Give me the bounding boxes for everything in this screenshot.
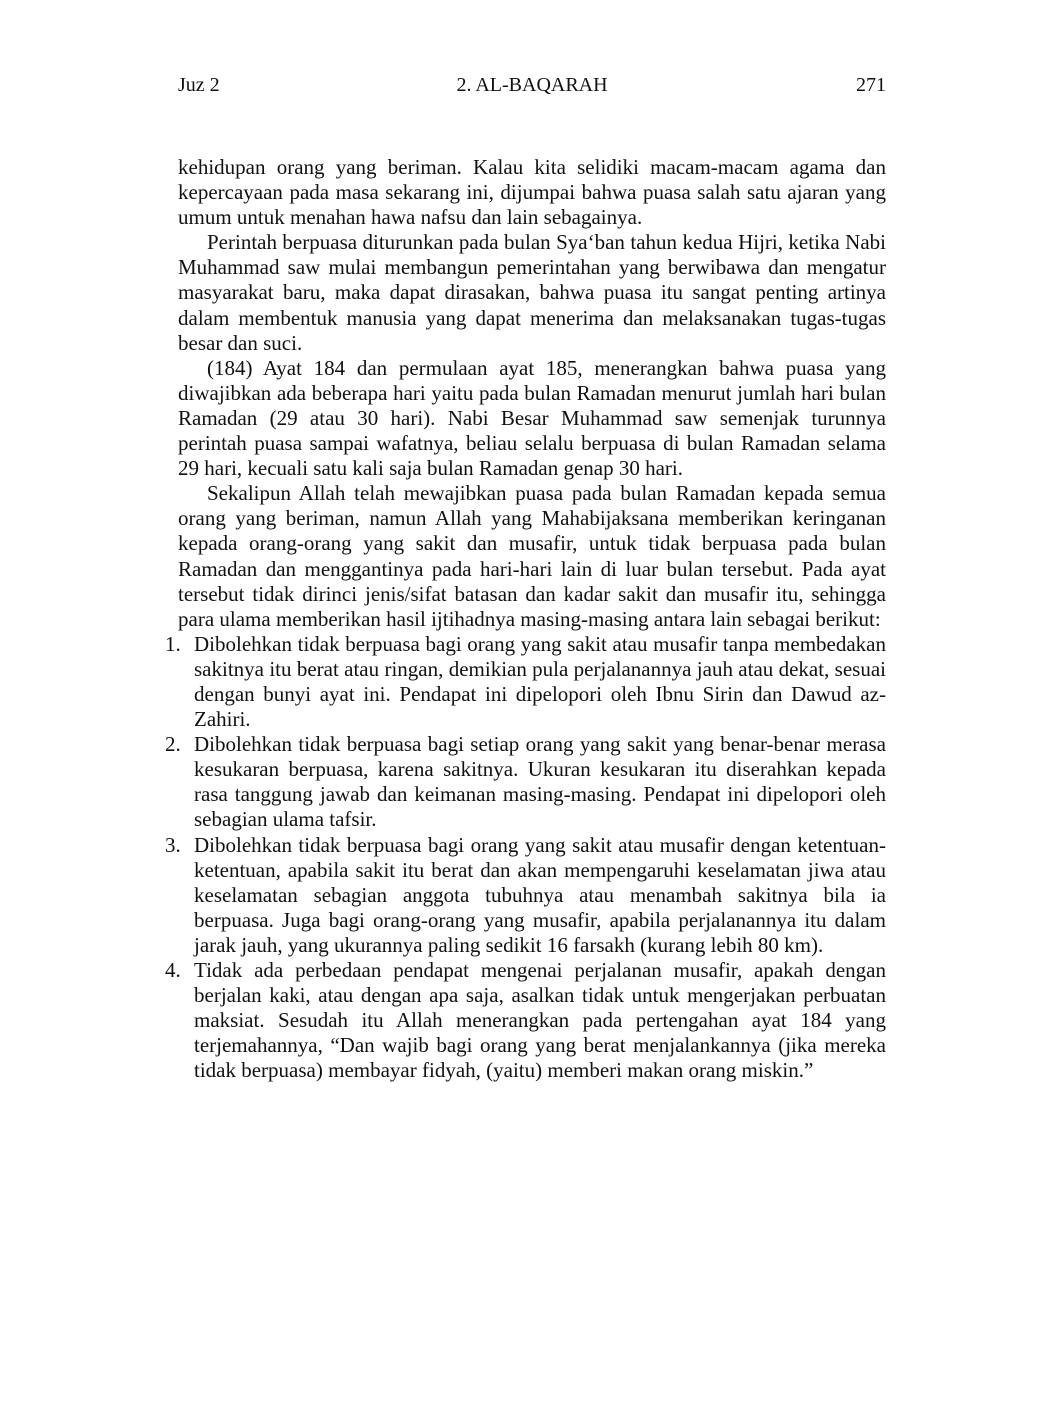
- paragraph: (184) Ayat 184 dan permulaan ayat 185, menerangkan bahwa puasa yang diwajibkan ada beberapa hari yaitu pada bulan Ramadan menurut jumlah hari bulan Ramadan (29 atau 30 hari). Nabi Besar Muhammad saw semenjak turunnya perintah puasa sampai wafatnya, beliau selalu berpuasa di bulan Ramadan selama 29 hari, kecuali satu kali saja bulan Ramadan genap 30 hari.: [178, 355, 886, 481]
- page-number: 271: [856, 74, 886, 96]
- list-item-number: 2.: [165, 732, 181, 757]
- list-item-text: Tidak ada perbedaan pendapat mengenai perjalanan musafir, apakah dengan berjalan kaki, atau dengan apa saja, asalkan tidak untuk mengerjakan perbuatan maksiat. Sesudah itu Allah menerangkan pada pertengahan ayat 184 yang terjemahannya, “Dan wajib bagi orang yang berat menjalankannya (jika mereka tidak berpuasa) membayar fidyah, (yaitu) memberi makan orang miskin.”: [194, 958, 886, 1083]
- chapter-title: 2. AL-BAQARAH: [456, 74, 608, 96]
- list-item-number: 4.: [165, 958, 181, 982]
- list-item: [165, 958, 886, 1083]
- paragraph: kehidupan orang yang beriman. Kalau kita selidiki macam-macam agama dan kepercayaan pada masa sekarang ini, dijumpai bahwa puasa salah satu ajaran yang umum untuk menahan hawa nafsu dan lain sebagainya.: [178, 155, 886, 230]
- list-item: [165, 732, 886, 832]
- list-item-text: Dibolehkan tidak berpuasa bagi orang yang sakit atau musafir tanpa membedakan sakitnya itu berat atau ringan, demikian pula perjalanannya jauh atau dekat, sesuai dengan bunyi ayat ini. Pendapat ini dipelopori oleh Ibnu Sirin dan Dawud az-Zahiri.: [194, 631, 886, 732]
- list-item-text: Dibolehkan tidak berpuasa bagi setiap orang yang sakit yang benar-benar merasa kesukaran berpuasa, karena sakitnya. Ukuran kesukaran itu diserahkan kepada rasa tanggung jawab dan keimanan masing-masing. Pendapat ini dipelopori oleh sebagian ulama tafsir.: [194, 732, 886, 832]
- page-body: [165, 155, 886, 1083]
- juz-label: Juz 2: [178, 74, 220, 96]
- list-item-text: Dibolehkan tidak berpuasa bagi orang yang sakit atau musafir dengan ketentuan-ketentuan, apabila sakit itu berat dan akan mempengaruhi keselamatan jiwa atau keselamatan sebagian anggota tubuhnya atau menambah sakitnya bila ia berpuasa. Juga bagi orang-orang yang musafir, apabila perjalanannya itu dalam jarak jauh, yang ukurannya paling sedikit 16 farsakh (kurang lebih 80 km).: [194, 832, 886, 957]
- list-item: [165, 632, 886, 732]
- list-item: [165, 833, 886, 958]
- paragraph: Sekalipun Allah telah mewajibkan puasa pada bulan Ramadan kepada semua orang yang beriman, namun Allah yang Mahabijaksana memberikan keringanan kepada orang-orang yang sakit dan musafir, untuk tidak berpuasa pada bulan Ramadan dan menggantinya pada hari-hari lain di luar bulan tersebut. Pada ayat tersebut tidak dirinci jenis/sifat batasan dan kadar sakit dan musafir itu, sehingga para ulama memberikan hasil ijtihadnya masing-masing antara lain sebagai berikut:: [178, 481, 886, 631]
- paragraph: Perintah berpuasa diturunkan pada bulan Sya‘ban tahun kedua Hijri, ketika Nabi Muhammad saw mulai membangun pemerintahan yang berwibawa dan mengatur masyarakat baru, maka dapat dirasakan, bahwa puasa itu sangat penting artinya dalam membentuk manusia yang dapat menerima dan melaksanakan tugas-tugas besar dan suci.: [178, 230, 886, 355]
- list-item-number: 1.: [165, 631, 181, 656]
- running-header: [178, 70, 886, 100]
- opinion-list: [165, 631, 886, 1084]
- list-item-number: 3.: [165, 832, 181, 857]
